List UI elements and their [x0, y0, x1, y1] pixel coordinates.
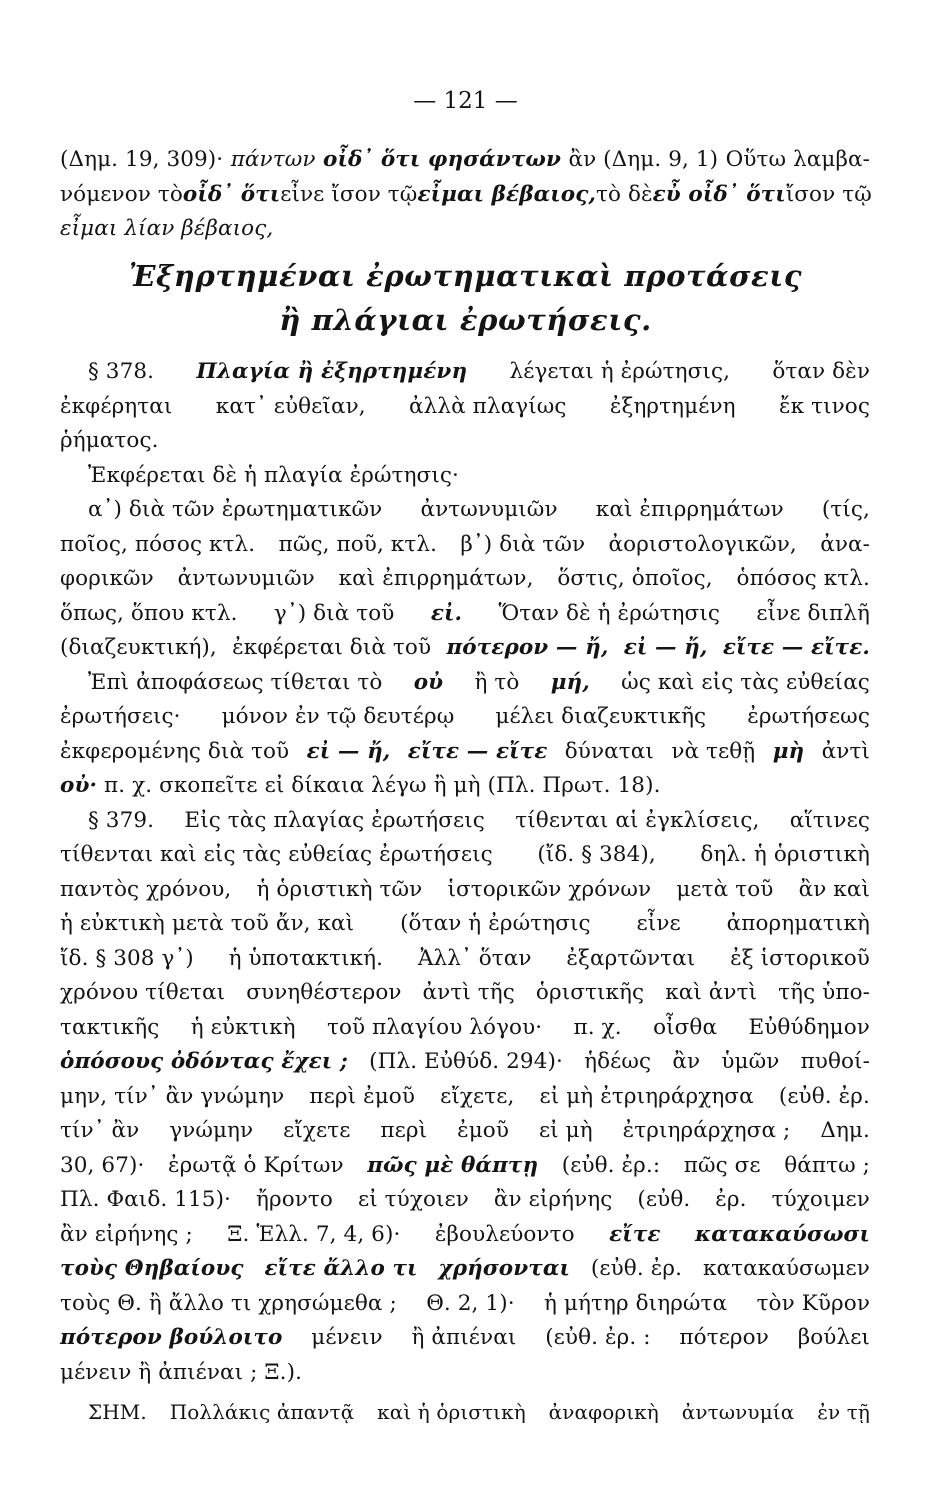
text-segment: ἐν τῇ	[817, 1400, 870, 1424]
text-segment: ἴδ. § 308 γ᾽)	[60, 946, 194, 971]
text-segment: ἐβουλεύοντο	[434, 1222, 575, 1247]
text-segment: ὅστις, ὁποῖος,	[557, 566, 713, 591]
text-segment: καὶ ἡ ὁριστικὴ	[377, 1400, 526, 1424]
text-segment: μετὰ τοῦ	[676, 877, 774, 902]
text-segment: ῥήματος.	[60, 428, 159, 453]
text-line	[60, 876, 870, 904]
text-line	[60, 841, 870, 869]
text-segment: τοὺς Θηβαίους	[60, 1256, 244, 1281]
text-segment: εἴτε	[609, 1222, 661, 1247]
text-line	[60, 427, 159, 455]
note-line	[88, 1398, 870, 1426]
text-segment: καὶ ἀντὶ	[665, 980, 758, 1005]
text-segment: τῆς ὑπο-	[778, 980, 870, 1005]
text-segment: εἰ τύχοιεν	[357, 1187, 469, 1212]
text-segment: ὁπόσους ὀδόντας ἔχει ;	[60, 1049, 348, 1074]
text-line	[60, 738, 870, 766]
text-segment: οὐ·	[60, 773, 98, 798]
text-segment: 30, 67)·	[60, 1153, 145, 1178]
text-segment: εἶνε ἴσον τῷ	[280, 182, 418, 207]
text-segment: π. χ. σκοπεῖτε εἰ δίκαια λέγω ἢ μὴ (Πλ. Πρωτ. 18).	[103, 773, 661, 798]
text-segment: θάπτω ;	[784, 1153, 870, 1178]
text-segment: κατακαύσωσι	[695, 1222, 870, 1247]
text-line	[88, 669, 870, 697]
text-line	[60, 703, 870, 731]
text-segment: Εἰς τὰς πλαγίας ἐρωτήσεις	[184, 808, 485, 833]
text-line	[60, 393, 870, 421]
text-segment: ἂν εἰρήνης ;	[60, 1222, 193, 1247]
text-segment: μή,	[550, 670, 590, 695]
text-segment: εἴτε — εἴτε	[407, 739, 548, 764]
text-segment: ἡ εὐκτικὴ	[190, 1015, 296, 1040]
text-segment: Πλαγία ἢ ἐξηρτημένη	[196, 359, 468, 384]
text-segment: ἐρωτήσεως	[747, 704, 870, 729]
text-segment: ἐξηρτημένη	[609, 394, 736, 419]
text-segment: (εὐθ. ἐρ.	[590, 1256, 683, 1281]
text-segment: (εὐθ.	[637, 1187, 691, 1212]
section-title-line-1: Ἐξηρτημέναι ἐρωτηματικαὶ προτάσεις	[128, 259, 803, 293]
section-title-line-2: ἢ πλάγιαι ἐρωτήσεις.	[279, 303, 652, 337]
text-segment: πότερον — ἤ,	[446, 635, 609, 660]
text-segment: νόμενον τὸ	[60, 182, 183, 207]
text-line	[60, 910, 870, 938]
text-line	[60, 565, 870, 593]
text-line	[60, 1014, 870, 1042]
text-segment: τοῦ πλαγίου λόγου·	[326, 1015, 543, 1040]
text-segment: εἰ — ἤ,	[306, 739, 391, 764]
text-segment: πότερον	[679, 1325, 769, 1350]
text-segment: ἱστορικῶν χρόνων	[447, 877, 652, 902]
text-segment: (εὐθ. ἐρ. :	[545, 1325, 651, 1350]
text-segment: γ᾽) διὰ τοῦ	[273, 601, 395, 626]
text-segment: ἐξαρτῶνται	[566, 946, 696, 971]
text-segment: εἴτε — εἴτε.	[722, 635, 870, 660]
text-segment: ἀνα-	[820, 532, 870, 557]
text-segment: πῶς, ποῦ, κτλ.	[278, 532, 438, 557]
text-line	[60, 1359, 302, 1387]
text-segment: τίθενται καὶ εἰς τὰς εὐθείας ἐρωτήσεις	[60, 842, 493, 867]
text-segment: τὸν Κῦρον	[756, 1291, 870, 1316]
text-line	[60, 600, 870, 628]
text-line	[60, 1083, 870, 1111]
page-number: — 121 —	[413, 88, 518, 114]
text-segment: δηλ. ἡ ὁριστικὴ	[700, 842, 870, 867]
text-segment: αἵτινες	[789, 808, 870, 833]
text-line	[88, 358, 870, 386]
text-line	[60, 1186, 870, 1214]
text-segment: περὶ	[380, 1118, 428, 1143]
text-segment: εἰ μὴ ἐτριηράρχησα	[539, 1084, 754, 1109]
text-segment: ἤροντο	[255, 1187, 333, 1212]
text-segment: τοὺς Θ. ἢ ἄλλο τι χρησώμεθα ;	[60, 1291, 397, 1316]
text-segment: εὖ οἶδ᾽ ὅτι	[652, 182, 786, 207]
text-segment: Θ. 2, 1)·	[426, 1291, 515, 1316]
text-segment: ὅταν δὲν	[772, 359, 870, 384]
text-line	[60, 1221, 870, 1249]
text-segment: ἡ μήτηρ διηρώτα	[544, 1291, 728, 1316]
text-segment: τὸ δὲ	[595, 182, 653, 207]
text-segment: Ξ. Ἑλλ. 7, 4, 6)·	[227, 1222, 401, 1247]
text-segment: πάντων	[230, 147, 316, 172]
text-segment: μην, τίν᾽ ἂν γνώμην	[60, 1084, 285, 1109]
text-segment: οὐ	[413, 670, 444, 695]
text-line	[60, 1048, 870, 1076]
text-segment: (διαζευκτική),	[60, 635, 217, 660]
text-segment: τύχοιμεν	[771, 1187, 870, 1212]
text-segment: ἂν εἰρήνης	[493, 1187, 613, 1212]
text-segment: ἡ ὁριστικὴ τῶν	[256, 877, 423, 902]
text-segment: γνώμην	[169, 1118, 254, 1143]
text-segment: ἐρωτᾷ ὁ Κρίτων	[167, 1153, 344, 1178]
text-segment: κατ᾽ εὐθεῖαν,	[215, 394, 366, 419]
text-segment: μένειν	[311, 1325, 383, 1350]
text-segment: τίν᾽ ἂν	[60, 1118, 140, 1143]
text-segment: μέλει διαζευκτικῆς	[495, 704, 707, 729]
text-segment: β᾽) διὰ τῶν	[460, 532, 586, 557]
text-segment: καὶ ἐπιρρημάτων	[595, 497, 784, 522]
text-segment: (εὐθ. ἐρ.	[778, 1084, 870, 1109]
text-segment: ἐκφέρεται διὰ τοῦ	[232, 635, 432, 660]
text-segment: ἀντὶ τῆς	[422, 980, 515, 1005]
text-segment: ἐμοῦ	[457, 1118, 510, 1143]
text-segment: ἐρ.	[715, 1187, 747, 1212]
text-segment: Πλ. Φαιδ. 115)·	[60, 1187, 231, 1212]
text-segment: εἰ μὴ	[538, 1118, 593, 1143]
text-segment: ἡ εὐκτικὴ μετὰ τοῦ ἄν, καὶ	[60, 911, 355, 936]
text-segment: τακτικῆς	[60, 1015, 160, 1040]
text-segment: ἀπορηματικὴ	[726, 911, 870, 936]
text-line	[60, 1152, 870, 1180]
text-segment: περὶ ἐμοῦ	[309, 1084, 415, 1109]
text-segment: μόνον ἐν τῷ δευτέρῳ	[221, 704, 455, 729]
text-segment: Ἐκφέρεται δὲ ἡ πλαγία ἐρώτησις·	[88, 463, 459, 488]
text-line-intro-2	[60, 181, 870, 209]
text-segment: φορικῶν	[60, 566, 154, 591]
text-segment: ἡδέως	[584, 1049, 652, 1074]
text-line-intro-3	[60, 215, 273, 243]
text-line	[60, 1255, 870, 1283]
text-segment: (ἴδ. § 384),	[537, 842, 656, 867]
text-segment: (τίς,	[821, 497, 870, 522]
text-segment: τίθενται αἱ ἐγκλίσεις,	[515, 808, 760, 833]
text-segment: ποῖος, πόσος κτλ.	[60, 532, 256, 557]
note-label: ΣΗΜ.	[88, 1400, 147, 1424]
text-line	[60, 772, 661, 800]
text-segment: Ὅταν δὲ ἡ ἐρώτησις	[498, 601, 720, 626]
text-segment: (Πλ. Εὐθύδ. 294)·	[369, 1049, 563, 1074]
text-segment: ὑμῶν	[721, 1049, 780, 1074]
text-segment: ἀναφορικὴ	[548, 1400, 659, 1424]
section-number: § 378.	[88, 359, 155, 384]
text-line	[88, 807, 870, 835]
text-segment: κατακαύσωμεν	[702, 1256, 870, 1281]
text-segment: π. χ.	[573, 1015, 622, 1040]
text-segment: ἂν	[672, 1049, 701, 1074]
text-line-intro-1	[60, 146, 870, 174]
text-segment: πῶς μὲ θάπτῃ	[367, 1153, 539, 1178]
text-segment: Εὐθύδημον	[748, 1015, 870, 1040]
text-segment: ἀντωνυμιῶν	[177, 566, 315, 591]
text-line	[60, 1117, 870, 1145]
text-segment: χρήσονται	[438, 1256, 570, 1281]
text-segment: ἐρωτήσεις·	[60, 704, 181, 729]
text-segment: δύναται	[564, 739, 654, 764]
text-line	[60, 1290, 870, 1318]
text-segment: οἶδ᾽ ὅτι φησάντων	[323, 147, 561, 172]
text-segment: ἀντωνυμία	[681, 1400, 795, 1424]
text-segment: πῶς σε	[683, 1153, 761, 1178]
text-segment: πυθοί-	[800, 1049, 870, 1074]
text-segment: ἔκ τινος	[778, 394, 870, 419]
text-segment: εἶμαι λίαν βέβαιος,	[60, 216, 274, 241]
text-segment: Πολλάκις ἀπαντᾷ	[169, 1400, 355, 1424]
text-segment: Ἐπὶ ἀποφάσεως τίθεται τὸ	[88, 670, 383, 695]
text-line	[88, 462, 459, 490]
text-line	[60, 979, 870, 1007]
text-line	[60, 945, 870, 973]
section-number: § 379.	[88, 808, 155, 833]
text-segment: Ἀλλ᾽ ὅταν	[417, 946, 532, 971]
text-segment: εἶμαι βέβαιος,	[417, 182, 596, 207]
text-segment: εἶνε	[636, 911, 681, 936]
text-segment: ὁπόσος κτλ.	[736, 566, 870, 591]
text-segment: ἴσον τῷ	[785, 182, 872, 207]
text-segment: μὴ	[772, 739, 805, 764]
text-segment: ἀοριστολογικῶν,	[608, 532, 797, 557]
text-segment: ἀλλὰ πλαγίως	[409, 394, 567, 419]
text-segment: ὡς καὶ εἰς τὰς εὐθείας	[621, 670, 870, 695]
text-segment: εἰ — ἤ,	[623, 635, 708, 660]
text-segment: ἐκφερομένης διὰ τοῦ	[60, 739, 290, 764]
text-segment: α᾽) διὰ τῶν ἐρωτηματικῶν	[88, 497, 383, 522]
text-segment: εἴχετε	[283, 1118, 351, 1143]
text-segment: λέγεται ἡ ἐρώτησις,	[509, 359, 731, 384]
text-segment: ἐτριηράρχησα ;	[622, 1118, 791, 1143]
text-segment: ὅπως, ὅπου κτλ.	[60, 601, 238, 626]
text-segment: χρόνου τίθεται	[60, 980, 226, 1005]
text-segment: πότερον βούλοιτο	[60, 1325, 283, 1350]
text-segment: εἴτε ἄλλο τι	[264, 1256, 418, 1281]
text-segment: ὁριστικῆς	[535, 980, 645, 1005]
text-segment: οἶσθα	[653, 1015, 718, 1040]
text-segment: καὶ ἐπιρρημάτων,	[338, 566, 534, 591]
text-segment: συνηθέστερον	[246, 980, 402, 1005]
text-line	[88, 496, 870, 524]
text-line	[60, 531, 870, 559]
text-segment: ἂν καὶ	[798, 877, 870, 902]
text-segment: ἢ τὸ	[474, 670, 520, 695]
text-segment: (Δημ. 19, 309)·	[60, 147, 224, 172]
text-segment: ἀντωνυμιῶν	[420, 497, 558, 522]
text-segment: ἢ ἀπιέναι	[411, 1325, 517, 1350]
text-segment: ἡ ὑποτακτική.	[228, 946, 384, 971]
text-segment: μένειν ἢ ἀπιέναι ; Ξ.).	[60, 1360, 303, 1385]
text-segment: οἶδ᾽ ὅτι	[182, 182, 281, 207]
text-segment: εἶνε διπλῆ	[756, 601, 870, 626]
text-segment: ἐκφέρηται	[60, 394, 173, 419]
text-segment: Δημ.	[820, 1118, 870, 1143]
text-segment: (ὅταν ἡ ἐρώτησις	[400, 911, 591, 936]
text-segment: εἰ.	[430, 601, 463, 626]
text-segment: βούλει	[797, 1325, 870, 1350]
text-segment: ἂν (Δημ. 9, 1)	[568, 147, 719, 172]
text-segment: παντὸς χρόνου,	[60, 877, 232, 902]
text-segment: ἐξ ἱστορικοῦ	[730, 946, 870, 971]
text-segment: εἴχετε,	[440, 1084, 515, 1109]
text-segment: νὰ τεθῇ	[671, 739, 756, 764]
text-segment: Οὕτω λαμβα-	[725, 147, 870, 172]
text-line	[60, 634, 870, 662]
text-segment: (εὐθ. ἐρ.:	[561, 1153, 661, 1178]
text-segment: ἀντὶ	[821, 739, 870, 764]
text-line	[60, 1324, 870, 1352]
